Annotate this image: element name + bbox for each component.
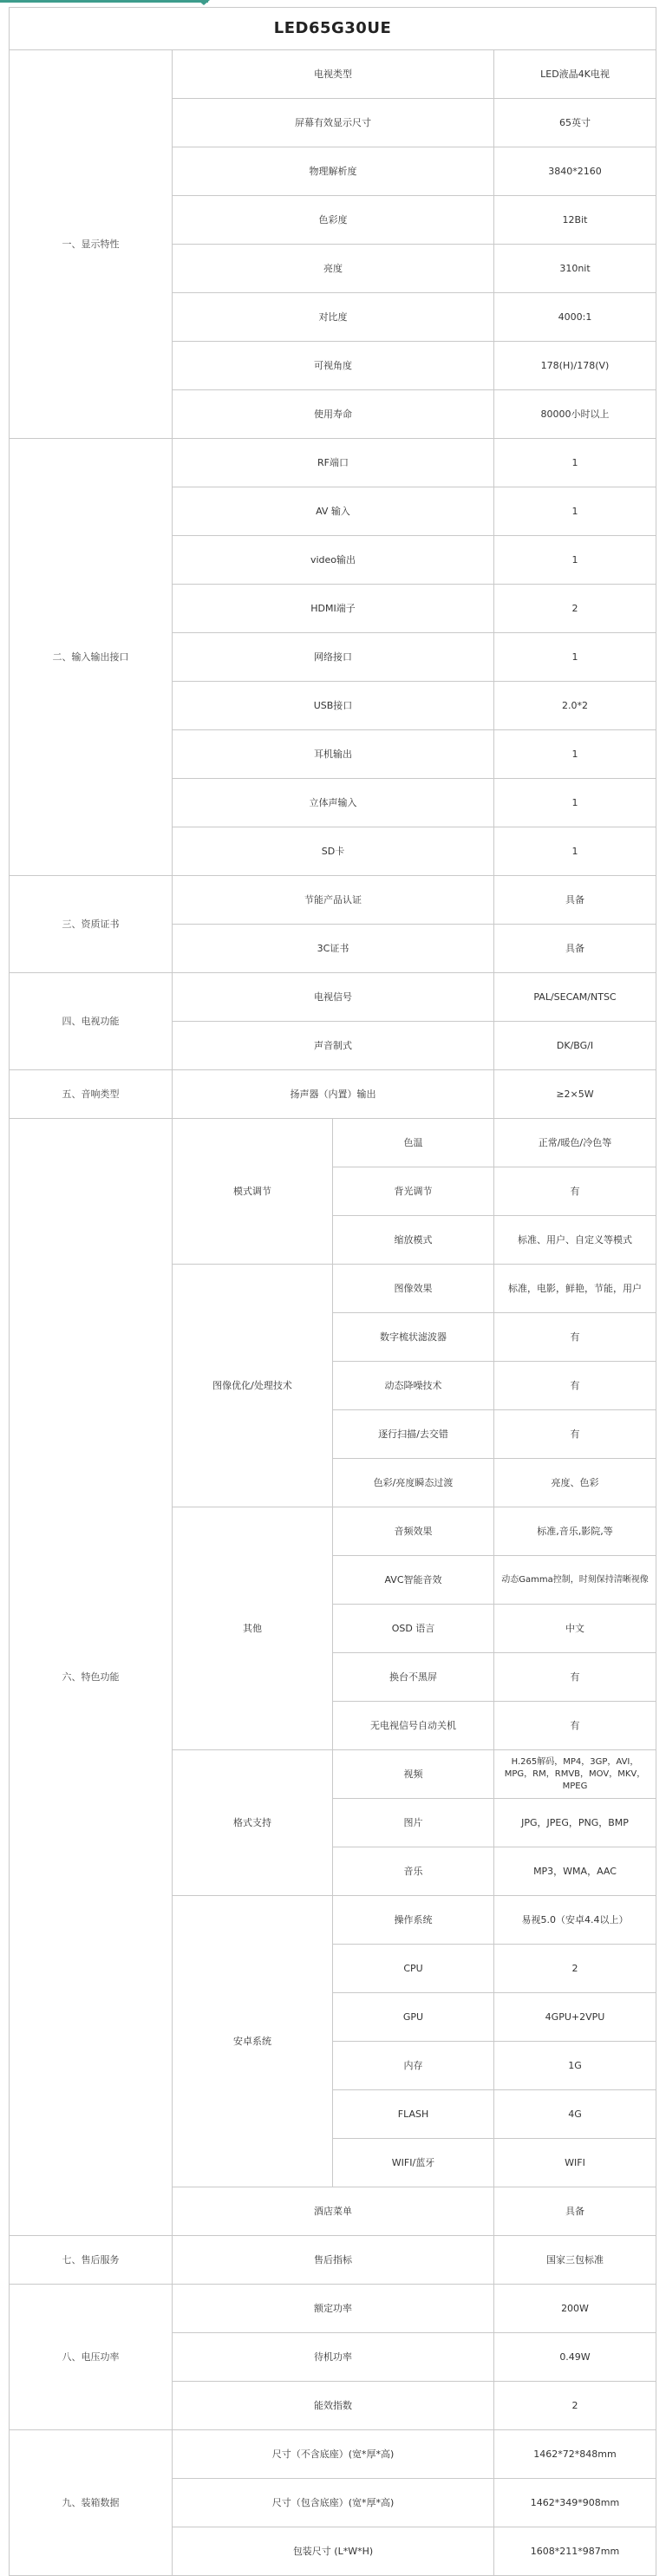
- spec-label: WIFI/蓝牙: [333, 2139, 494, 2187]
- spec-value: H.265解码，MP4，3GP，AVI，MPG，RM，RMVB，MOV，MKV，MPEG: [494, 1750, 656, 1799]
- spec-value: 178(H)/178(V): [494, 342, 656, 390]
- spec-label: 尺寸（不含底座）(宽*厚*高): [173, 2430, 494, 2479]
- spec-label: 节能产品认证: [173, 876, 494, 925]
- spec-label: 尺寸（包含底座）(宽*厚*高): [173, 2479, 494, 2527]
- spec-value: 3840*2160: [494, 147, 656, 196]
- spec-value: 中文: [494, 1605, 656, 1653]
- spec-label: 立体声输入: [173, 779, 494, 827]
- spec-label: USB接口: [173, 682, 494, 730]
- spec-value: 1: [494, 439, 656, 487]
- spec-value: 4G: [494, 2090, 656, 2139]
- spec-label: 耳机输出: [173, 730, 494, 779]
- spec-value: 1462*349*908mm: [494, 2479, 656, 2527]
- spec-label: 亮度: [173, 245, 494, 293]
- spec-label: 换台不黑屏: [333, 1653, 494, 1702]
- spec-value: 1G: [494, 2042, 656, 2090]
- accent-line: [0, 0, 208, 3]
- spec-label: 屏幕有效显示尺寸: [173, 99, 494, 147]
- spec-label: OSD 语言: [333, 1605, 494, 1653]
- spec-value: WIFI: [494, 2139, 656, 2187]
- section-power: 八、电压功率: [10, 2285, 173, 2430]
- spec-value: 2: [494, 1945, 656, 1993]
- spec-label: HDMI端子: [173, 585, 494, 633]
- spec-label: 无电视信号自动关机: [333, 1702, 494, 1750]
- spec-label: 音乐: [333, 1847, 494, 1896]
- accent-arrow-icon: [198, 0, 210, 5]
- spec-label: 逐行扫描/去交错: [333, 1410, 494, 1459]
- subgroup-image: 图像优化/处理技术: [173, 1265, 333, 1507]
- spec-value: 4GPU+2VPU: [494, 1993, 656, 2042]
- spec-label: 缩放模式: [333, 1216, 494, 1265]
- spec-label: 背光调节: [333, 1167, 494, 1216]
- spec-value: 1: [494, 827, 656, 876]
- spec-value: 65英寸: [494, 99, 656, 147]
- spec-label: 图片: [333, 1799, 494, 1847]
- spec-value: 易视5.0（安卓4.4以上）: [494, 1896, 656, 1945]
- spec-label: CPU: [333, 1945, 494, 1993]
- subgroup-mode: 模式调节: [173, 1119, 333, 1265]
- spec-value: MP3，WMA，AAC: [494, 1847, 656, 1896]
- spec-value: 正常/暖色/冷色等: [494, 1119, 656, 1167]
- spec-value: 具备: [494, 876, 656, 925]
- spec-label: SD卡: [173, 827, 494, 876]
- spec-label: 色彩度: [173, 196, 494, 245]
- spec-label: 网络接口: [173, 633, 494, 682]
- spec-value: 4000:1: [494, 293, 656, 342]
- spec-value: LED液晶4K电视: [494, 50, 656, 99]
- spec-label: 声音制式: [173, 1022, 494, 1070]
- spec-value: 200W: [494, 2285, 656, 2333]
- spec-value: 有: [494, 1653, 656, 1702]
- spec-label: 扬声器（内置）输出: [173, 1070, 494, 1119]
- subgroup-format: 格式支持: [173, 1750, 333, 1896]
- spec-value: 1: [494, 536, 656, 585]
- spec-value: 具备: [494, 925, 656, 973]
- spec-value: 有: [494, 1167, 656, 1216]
- spec-value: 有: [494, 1410, 656, 1459]
- spec-value: 国家三包标准: [494, 2236, 656, 2285]
- spec-value: 2.0*2: [494, 682, 656, 730]
- spec-table: [9, 7, 656, 2576]
- spec-value: 0.49W: [494, 2333, 656, 2382]
- spec-value: PAL/SECAM/NTSC: [494, 973, 656, 1022]
- spec-value: DK/BG/I: [494, 1022, 656, 1070]
- spec-value: 1462*72*848mm: [494, 2430, 656, 2479]
- spec-value: 2: [494, 2382, 656, 2430]
- spec-label: 包装尺寸 (L*W*H): [173, 2527, 494, 2576]
- spec-value: 动态Gamma控制，时刻保持清晰视像: [494, 1556, 656, 1605]
- section-tv: 四、电视功能: [10, 973, 173, 1070]
- spec-label: 待机功率: [173, 2333, 494, 2382]
- product-title: LED65G30UE: [10, 8, 656, 50]
- spec-label: 音频效果: [333, 1507, 494, 1556]
- spec-value: 1: [494, 487, 656, 536]
- spec-label: 数字梳状滤波器: [333, 1313, 494, 1362]
- spec-label: 图像效果: [333, 1265, 494, 1313]
- spec-value: 1608*211*987mm: [494, 2527, 656, 2576]
- spec-value: ≥2×5W: [494, 1070, 656, 1119]
- subgroup-android: 安卓系统: [173, 1896, 333, 2187]
- section-packing: 九、装箱数据: [10, 2430, 173, 2576]
- spec-label: 对比度: [173, 293, 494, 342]
- section-audio: 五、音响类型: [10, 1070, 173, 1119]
- spec-label: 动态降噪技术: [333, 1362, 494, 1410]
- spec-label: 电视信号: [173, 973, 494, 1022]
- spec-label: 售后指标: [173, 2236, 494, 2285]
- spec-label: GPU: [333, 1993, 494, 2042]
- spec-label: 色彩/亮度瞬态过渡: [333, 1459, 494, 1507]
- spec-label: video输出: [173, 536, 494, 585]
- spec-value: 具备: [494, 2187, 656, 2236]
- spec-label: FLASH: [333, 2090, 494, 2139]
- spec-label: 可视角度: [173, 342, 494, 390]
- spec-label: RF端口: [173, 439, 494, 487]
- spec-label: 视频: [333, 1750, 494, 1799]
- spec-value: 标准，电影，鲜艳，节能，用户: [494, 1265, 656, 1313]
- section-cert: 三、资质证书: [10, 876, 173, 973]
- spec-value: 亮度、色彩: [494, 1459, 656, 1507]
- spec-value: 有: [494, 1702, 656, 1750]
- spec-value: 1: [494, 730, 656, 779]
- section-features: 六、特色功能: [10, 1119, 173, 2236]
- subgroup-other: 其他: [173, 1507, 333, 1750]
- spec-value: 12Bit: [494, 196, 656, 245]
- section-service: 七、售后服务: [10, 2236, 173, 2285]
- spec-label: 能效指数: [173, 2382, 494, 2430]
- spec-label: 物理解析度: [173, 147, 494, 196]
- spec-label: 色温: [333, 1119, 494, 1167]
- spec-value: 标准、用户、自定义等模式: [494, 1216, 656, 1265]
- spec-label: 使用寿命: [173, 390, 494, 439]
- spec-value: 有: [494, 1313, 656, 1362]
- spec-value: 1: [494, 633, 656, 682]
- spec-label: AVC智能音效: [333, 1556, 494, 1605]
- spec-label: 内存: [333, 2042, 494, 2090]
- spec-label: 操作系统: [333, 1896, 494, 1945]
- top-accent-bar: [0, 0, 666, 7]
- spec-label: 3C证书: [173, 925, 494, 973]
- spec-label: AV 输入: [173, 487, 494, 536]
- section-io: 二、输入输出接口: [10, 439, 173, 876]
- spec-label: 电视类型: [173, 50, 494, 99]
- spec-label: 酒店菜单: [173, 2187, 494, 2236]
- spec-value: 80000小时以上: [494, 390, 656, 439]
- spec-value: 标准,音乐,影院,等: [494, 1507, 656, 1556]
- spec-value: JPG，JPEG，PNG，BMP: [494, 1799, 656, 1847]
- spec-value: 1: [494, 779, 656, 827]
- spec-label: 额定功率: [173, 2285, 494, 2333]
- section-display: 一、显示特性: [10, 50, 173, 439]
- spec-value: 2: [494, 585, 656, 633]
- spec-value: 有: [494, 1362, 656, 1410]
- spec-value: 310nit: [494, 245, 656, 293]
